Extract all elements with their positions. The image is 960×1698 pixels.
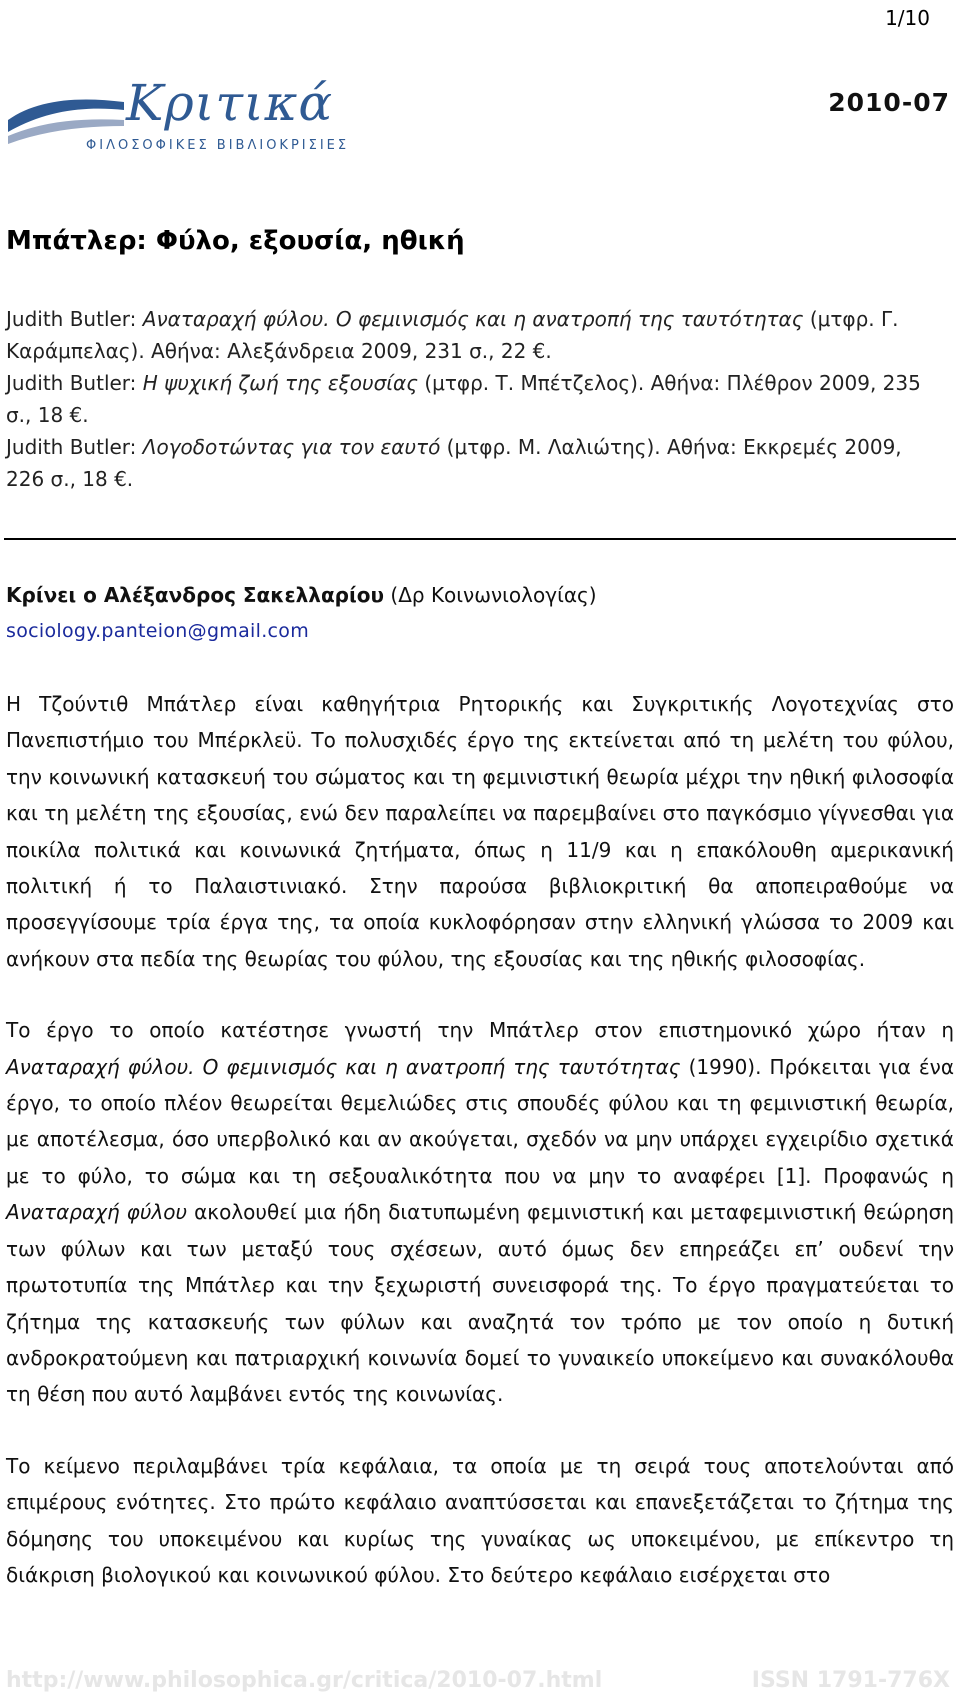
book-reference [6,367,946,431]
book-reference [6,431,946,495]
footer-url: http://www.philosophica.gr/critica/2010-07.html [6,1668,603,1693]
issue-date: 2010-07 [828,88,950,117]
book-title-italic: Αναταραχή φύλου. Ο φεμινισμός και η ανατροπή της ταυτότητας [6,1054,681,1079]
text-run: (1990). Πρόκειται για ένα έργο, το οποίο πλέον θεωρείται θεμελιώδες στις σπουδές φύλου και τη φεμινιστική θεωρία, με αποτέλεσμα, όσο υπερβολικό και αν ακούγεται, σχεδόν να μην υπάρχει εγχειρίδιο σχετικά με το φύλο, το σώμα και τη σεξουαλικότητα που να μην το αναφέρει [1]. Προφανώς η [6,1054,954,1188]
ref-author: Judith Butler: [6,371,143,395]
ref-author: Judith Butler: [6,435,143,459]
logo-subtitle: ΦΙΛΟΣΟΦΙΚΕΣ ΒΙΒΛΙΟΚΡΙΣΙΕΣ [86,138,350,153]
ref-book-title: Αναταραχή φύλου. Ο φεμινισμός και η ανατροπή της ταυτότητας [142,307,804,331]
article-body [6,686,954,1628]
text-run: Το έργο το οποίο κατέστησε γνωστή την Μπάτλερ στον επιστημονικό χώρο ήταν η [6,1018,954,1043]
horizontal-divider [4,538,956,540]
reviewer-name: Κρίνει ο Αλέξανδρος Σακελλαρίου [6,583,385,607]
ref-details: (μτφρ. Τ. Μπέτζελος). Αθήνα: Πλέθρον 2009, 235 σ., 18 €. [6,371,921,427]
paragraph [6,1012,954,1412]
ref-book-title: Λογοδοτώντας για τον εαυτό [142,435,441,459]
page-number: 1/10 [885,6,930,30]
book-references [6,303,946,495]
article-title: Μπάτλερ: Φύλο, εξουσία, ηθική [6,226,465,256]
paragraph: Το κείμενο περιλαμβάνει τρία κεφάλαια, τα οποία με τη σειρά τους αποτελούνται από επιμέρους ενότητες. Στο πρώτο κεφάλαιο αναπτύσσεται και επανεξετάζεται το ζήτημα της δόμησης του υποκειμένου και κυρίως της γυναίκας ως υποκειμένου, με επίκεντρο τη διάκριση βιολογικού και κοινωνικού φύλου. Στο δεύτερο κεφάλαιο εισέρχεται στο [6,1453,954,1587]
reviewer-line [6,583,597,607]
reviewer-email-link[interactable]: sociology.panteion@gmail.com [6,620,310,642]
kritika-logo [6,74,350,158]
ref-details: (μτφρ. Μ. Λαλιώτης). Αθήνα: Εκκρεμές 2009, 226 σ., 18 €. [6,435,902,491]
paragraph: Η Τζούντιθ Μπάτλερ είναι καθηγήτρια Ρητορικής και Συγκριτικής Λογοτεχνίας στο Πανεπιστήμιο του Μπέρκλεϋ. Το πολυσχιδές έργο της εκτείνεται από τη μελέτη του φύλου, την κοινωνική κατασκευή του σώματος και τη φεμινιστική θεωρία μέχρι την ηθική φιλοσοφία και τη μελέτη της εξουσίας, ενώ δεν παραλείπει να παρεμβαίνει στο παγκόσμιο γίγνεσθαι για ποικίλα πολιτικά και κοινωνικά ζητήματα, όπως η 11/9 και η επακόλουθη αμερικανική πολιτική ή το Παλαιστινιακό. Στην παρούσα βιβλιοκριτική θα αποπειραθούμε να προσεγγίσουμε τρία έργα της, τα οποία κυκλοφόρησαν στην ελληνική γλώσσα το 2009 και ανήκουν στα πεδία της θεωρίας του φύλου, της εξουσίας και της ηθικής φιλοσοφίας. [6,692,954,971]
text-run: ακολουθεί μια ήδη διατυπωμένη φεμινιστική και μεταφεμινιστική θεώρηση των φύλων και των μεταξύ τους σχέσεων, αυτό όμως δεν επηρεάζει επ’ ουδενί την πρωτοτυπία της Μπάτλερ και την ξεχωριστή συνεισφορά της. Το έργο πραγματεύεται το ζήτημα της κατασκευής των φύλων και αναζητά τον τρόπο με τον οποίο η δυτική ανδροκρατούμενη και πατριαρχική κοινωνία δομεί το γυναικείο υποκείμενο και συνακόλουθα τη θέση που αυτό λαμβάνει εντός της κοινωνίας. [6,1200,954,1407]
ref-author: Judith Butler: [6,307,143,331]
footer-issn: ISSN 1791-776X [751,1668,950,1693]
book-title-italic: Αναταραχή φύλου [6,1200,188,1225]
reviewer-title: (Δρ Κοινωνιολογίας) [384,583,597,607]
book-reference [6,303,946,367]
logo-wordmark: Κριτικά [126,74,334,132]
ref-details: (μτφρ. Γ. Καράμπελας). Αθήνα: Αλεξάνδρεια 2009, 231 σ., 22 €. [6,307,899,363]
ref-book-title: Η ψυχική ζωή της εξουσίας [142,371,418,395]
